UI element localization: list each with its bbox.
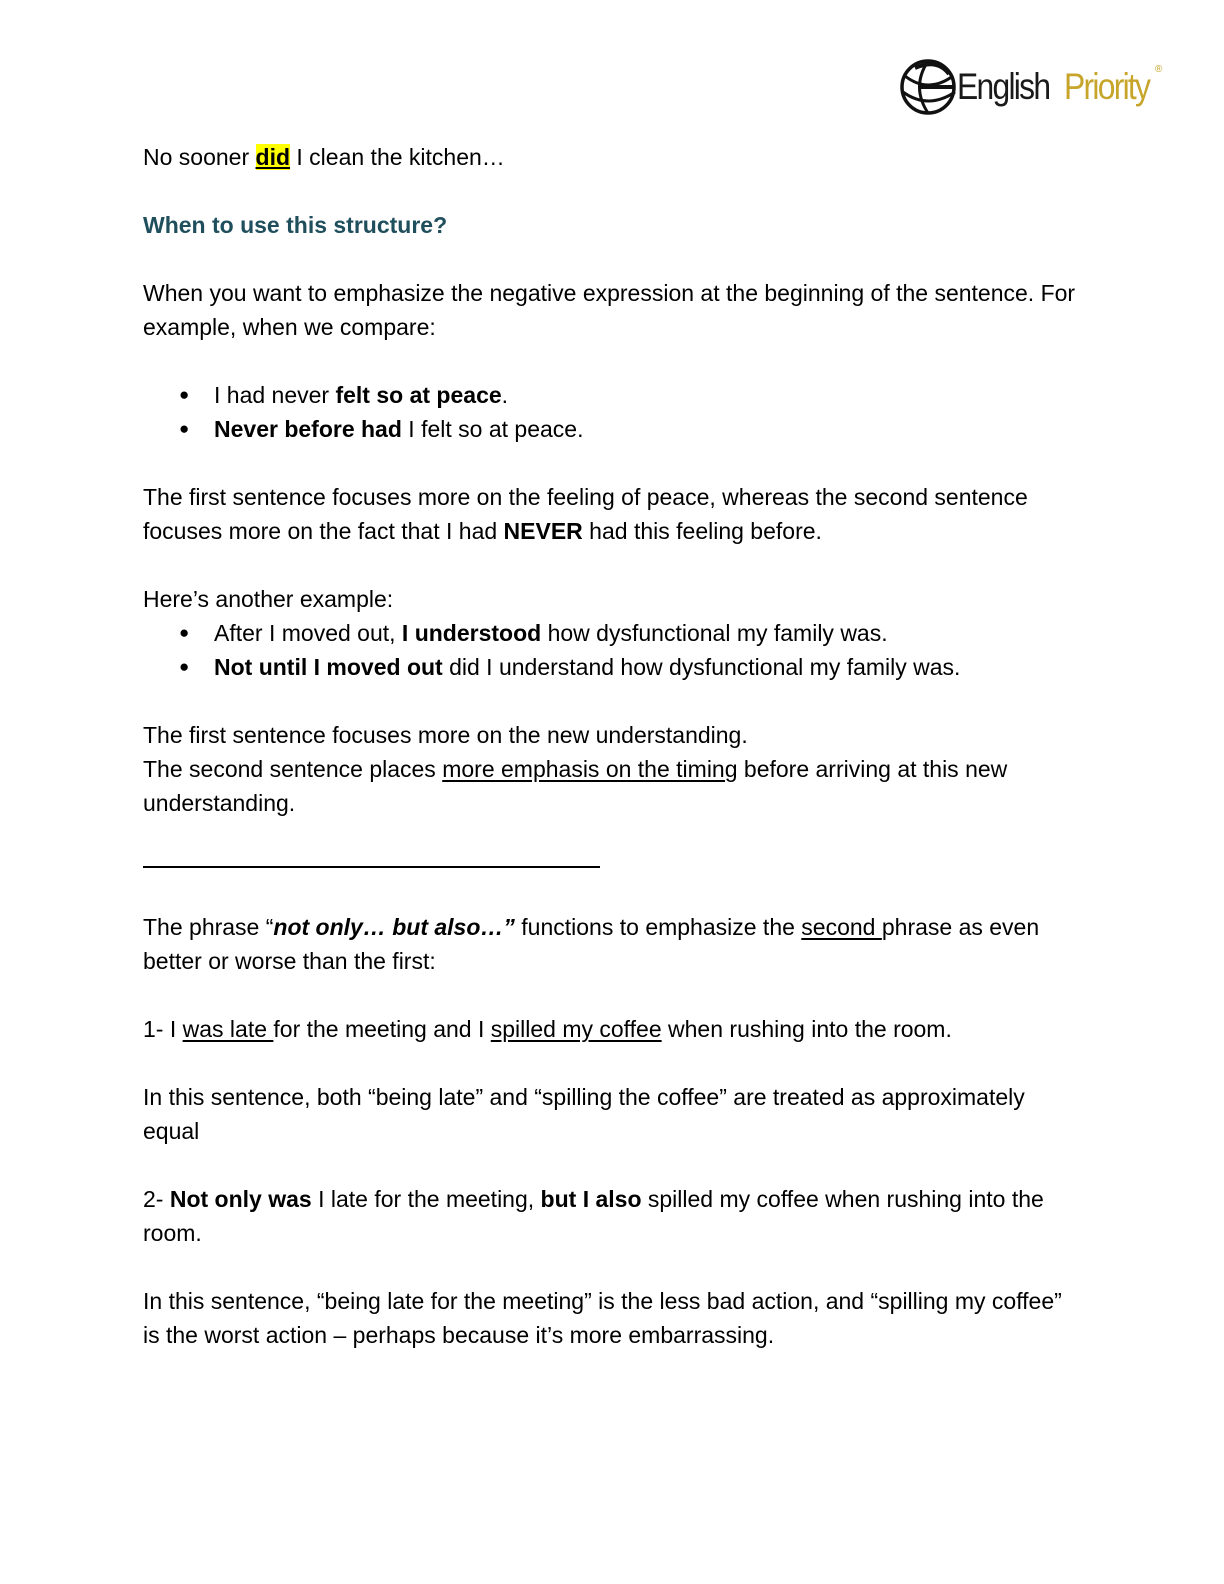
logo-word-english: English [957,66,1050,107]
globe-icon [897,54,961,120]
logo-word-priority: Priority [1064,66,1150,107]
example-list-2 [143,616,1083,684]
paragraph-worst-action: In this sentence, “being late for the meeting” is the less bad action, and “spilling my coffee” is the worst action – perhaps because it’s more embarrassing. [143,1288,1062,1348]
list-item: ● Never before had I felt so at peace. [143,412,1083,446]
example-two: 2- Not only was I late for the meeting, but I also spilled my coffee when rushing into the room. [143,1186,1044,1246]
list-item: ● I had never felt so at peace. [143,378,1083,412]
paragraph-first-sentence: The first sentence focuses more on the new understanding. [143,722,748,748]
english-priority-logo [897,54,1172,120]
example-one: 1- I was late for the meeting and I spilled my coffee when rushing into the room. [143,1016,952,1042]
intro-line: No sooner did I clean the kitchen… [143,144,505,170]
document-body [143,140,1083,1352]
paragraph-focus-peace: The first sentence focuses more on the feeling of peace, whereas the second sentence focuses more on the fact that I had NEVER had this feeling before. [143,484,1028,544]
paragraph-emphasize: When you want to emphasize the negative expression at the beginning of the sentence. For example, when we compare: [143,280,1076,340]
paragraph-second-sentence: The second sentence places more emphasis on the timing before arriving at this new understanding. [143,756,1008,816]
paragraph-not-only: The phrase “not only… but also…” functions to emphasize the second phrase as even better or worse than the first: [143,914,1040,974]
paragraph-equal: In this sentence, both “being late” and “spilling the coffee” are treated as approximately equal [143,1084,1025,1144]
paragraph-another-example: Here’s another example: [143,586,394,612]
list-item: ● Not until I moved out did I understand how dysfunctional my family was. [143,650,1083,684]
example-list-1 [143,378,1083,446]
registered-mark: ® [1155,64,1163,75]
highlighted-did: did [255,144,291,170]
list-item: ● After I moved out, I understood how dysfunctional my family was. [143,616,1083,650]
horizontal-rule [143,866,600,868]
section-heading: When to use this structure? [143,212,448,238]
